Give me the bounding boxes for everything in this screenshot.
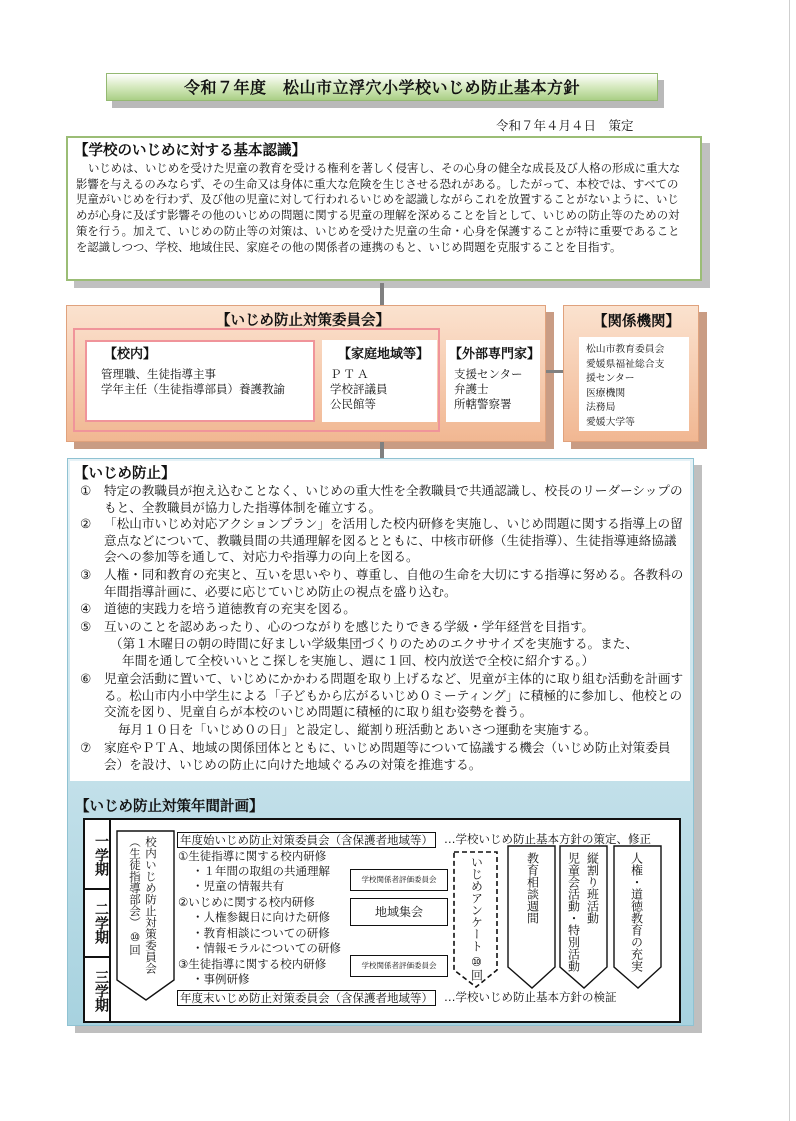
prevention-item	[80, 567, 686, 600]
term-label: 三学期	[93, 970, 109, 1012]
committee-col-text: 校内いじめ防止対策委員会	[144, 836, 158, 974]
committee-col-sub: （生徒指導部会）	[128, 836, 142, 928]
annual-heading: 【いじめ防止対策年間計画】	[75, 799, 264, 815]
item-number: ②	[80, 516, 92, 531]
committee-col-freq: ⑩回	[128, 930, 142, 956]
plan-line: ・事例研修	[192, 972, 250, 986]
item-number: ①	[80, 483, 92, 498]
item-text: 家庭やＰＴＡ、地域の関係団体とともに、いじめ問題等について協議する機会（いじめ防止対策委員会）を設け、いじめの防止に向けた地域ぐるみの対策を推進する。	[104, 740, 671, 772]
item-text: 道徳的実践力を培う道徳教育の充実を図る。	[104, 601, 356, 616]
related-item: 愛媛大学等	[586, 416, 635, 428]
related-item: 愛媛県福祉総合支	[586, 358, 665, 370]
prevention-subtext: 毎月１０日を「いじめ０の日」と設定し、縦割り班活動とあいさつ運動を実施する。	[118, 722, 597, 737]
inner-label: 【校内】	[104, 347, 157, 362]
survey-label: いじめアンケート	[469, 856, 484, 952]
term-divider	[85, 956, 111, 958]
related-item: 医療機関	[586, 387, 626, 399]
plan-line: ・人権参観日に向けた研修	[192, 910, 330, 924]
related-list	[586, 343, 664, 431]
date-text: 令和７年４月４日 策定	[496, 118, 634, 133]
family-line: 公民館等	[330, 397, 376, 411]
connector-line	[546, 370, 563, 373]
prevention-item	[80, 516, 686, 566]
related-item: 法務局	[586, 402, 616, 414]
item-number: ⑦	[80, 740, 92, 755]
plan-line: ③生徒指導に関する校内研修	[178, 957, 327, 971]
item-text: 特定の教職員が抱え込むことなく、いじめの重大性を全教職員で共通認識し、校長のリーダーシップのもと、全教職員が協力した指導体制を確立する。	[104, 483, 683, 515]
basic-text: いじめは、いじめを受けた児童の教育を受ける権利を著しく侵害し、その心身の健全な成長及び人格の形成に重大な影響を与えるのみならず、その生命又は身体に重大な危険を生じさせる恐れがある。したがって、本校では、すべての児童がいじめを行わず、及び他の児童に対して行われるいじめを認識しながらこれを放置することがないように、いじめが心身に及ぼす影響その他のいじめの問題に関する児童の理解を深めることを旨として、いじめの防止等のための対策を行う。加えて、いじめの防止等の対策は、いじめを受けた児童の生命・心身を保護することが特に重要であることを認識しつつ、学校、地域住民、家庭その他の関係者の連携のもと、いじめ問題を克服することを目指す。	[76, 161, 681, 254]
item-number: ③	[80, 567, 92, 582]
prevention-subtext: 年間を通して全校いいとこ探しを実施し、週に１回、校内放送で全校に紹介する。）	[122, 653, 595, 668]
arrow-label: 縦割り班活動	[585, 852, 600, 924]
item-text: 児童会活動に置いて、いじめにかかわる問題を取り上げるなど、児童が主体的に取り組む活動を計画する。松山市内小中学生による「子どもから広がるいじめ０ミーティング」に積極的に参加し、他校との交流を図り、児童自らが本校のいじめ問題に積極的に取り組む姿勢を養う。	[104, 671, 684, 720]
page-title: 令和７年度 松山市立浮穴小学校いじめ防止基本方針	[106, 73, 658, 101]
prevention-item	[80, 671, 686, 721]
evaluation-committee-box: 学校関係者評価委員会	[350, 869, 448, 891]
evaluation-committee-box: 学校関係者評価委員会	[350, 955, 448, 977]
survey-frequency: ⑩回	[469, 955, 484, 981]
connector-line	[380, 283, 384, 307]
end-meeting-note: …学校いじめ防止基本方針の検証	[444, 990, 617, 1004]
plan-line: ・情報モラルについての研修	[192, 941, 341, 955]
item-number: ⑤	[80, 619, 92, 634]
prevention-item	[80, 483, 686, 516]
item-text: 互いのことを認めあったり、心のつながりを感じたりできる学級・学年経営を目指す。	[104, 619, 595, 634]
plan-line: ②いじめに関する校内研修	[178, 895, 315, 909]
expert-line: 弁護士	[454, 382, 489, 396]
inner-line: 管理職、生徒指導主事	[101, 367, 216, 381]
item-number: ⑥	[80, 671, 92, 686]
basic-heading: 【学校のいじめに対する基本認識】	[74, 143, 306, 159]
related-item: 松山市教育委員会	[586, 344, 665, 355]
committee-heading: 【いじめ防止対策委員会】	[216, 313, 390, 329]
item-text: 「松山市いじめ対応アクションプラン」を活用した校内研修を実施し、いじめ問題に関する指導上の留意点などについて、教職員間の共通理解を図るとともに、中核市研修（生徒指導）、生徒指導連絡協議会への参加等を通して、対応力や指導力の向上を図る。	[104, 516, 683, 565]
start-meeting-box: 年度始いじめ防止対策委員会（含保護者地域等）	[177, 832, 436, 848]
expert-line: 支援センター	[454, 367, 523, 381]
page-edge	[789, 0, 790, 1121]
expert-label: 【外部専門家】	[449, 347, 541, 362]
term-label: 二学期	[93, 902, 109, 944]
start-meeting-note: …学校いじめ防止基本方針の策定、修正	[444, 832, 651, 846]
family-line: ＰＴＡ	[330, 367, 371, 381]
prevention-item	[80, 601, 686, 618]
related-heading: 【関係機関】	[593, 314, 680, 330]
arrow-label: 教育相談週間	[525, 852, 540, 924]
plan-line: ①生徒指導に関する校内研修	[178, 849, 327, 863]
inner-line: 学年主任（生徒指導部員）養護教諭	[101, 382, 285, 396]
plan-line: ・児童の情報共有	[192, 879, 284, 893]
term-label: 一学期	[93, 834, 109, 876]
family-label: 【家庭地域等】	[338, 347, 430, 362]
prevention-subtext: （第１木曜日の朝の時間に好ましい学級集団づくりのためのエクササイズを実施する。また、	[110, 636, 638, 651]
item-text: 人権・同和教育の充実と、互いを思いやり、尊重し、自他の生命を大切にする指導に努める。各教科の年間指導計画に、必要に応じていじめ防止の視点を盛り込む。	[104, 567, 684, 599]
expert-line: 所轄警察署	[454, 397, 512, 411]
plan-line: ・１年間の取組の共通理解	[192, 864, 330, 878]
end-meeting-box: 年度末いじめ防止対策委員会（含保護者地域等）	[177, 990, 436, 1006]
arrow-label: 人権・道徳教育の充実	[629, 852, 644, 972]
plan-line: ・教育相談についての研修	[192, 926, 330, 940]
related-item: 援センター	[586, 373, 635, 385]
connector-line	[380, 442, 384, 459]
arrow-label: 児童会活動・特別活動	[566, 852, 581, 972]
community-meeting-box: 地域集会	[350, 898, 448, 926]
item-number: ④	[80, 601, 92, 616]
prevention-item	[80, 740, 686, 773]
prevention-item	[80, 619, 686, 636]
term-divider	[85, 888, 111, 890]
family-line: 学校評議員	[330, 382, 388, 396]
prevention-heading: 【いじめ防止】	[74, 466, 176, 482]
